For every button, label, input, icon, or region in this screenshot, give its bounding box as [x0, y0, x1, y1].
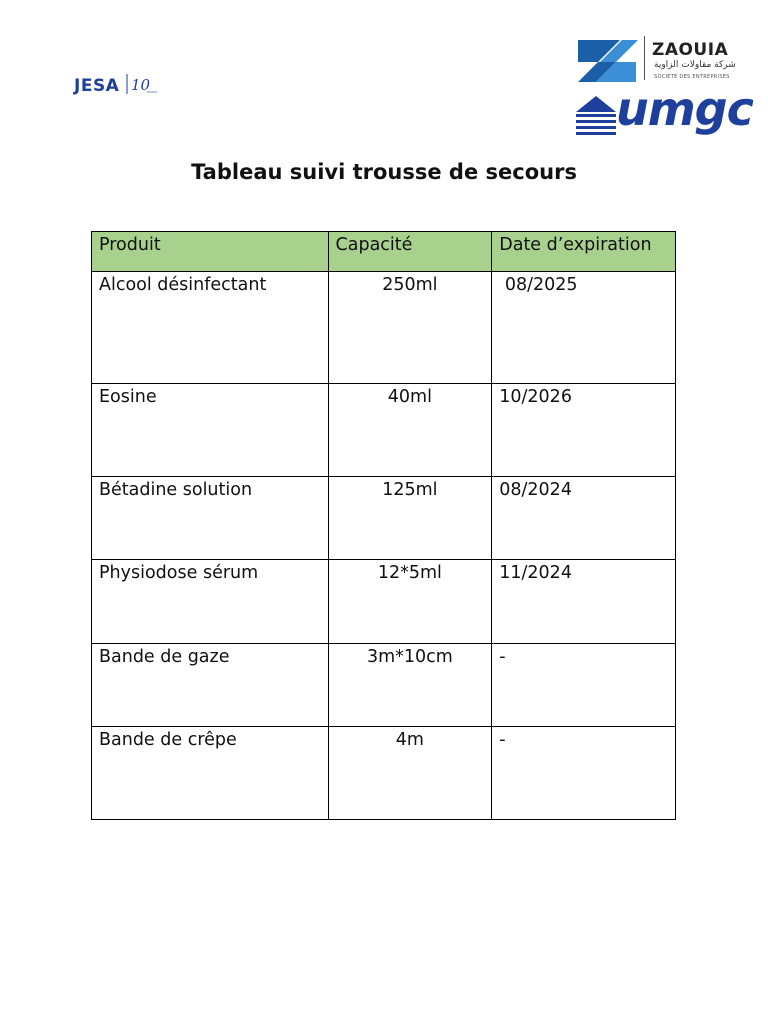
cell-capacite: 40ml [328, 384, 492, 477]
cell-produit: Bande de crêpe [92, 727, 329, 820]
header-date-expiration: Date d’expiration [492, 232, 676, 272]
cell-date: 10/2026 [492, 384, 676, 477]
zaouia-logo-subtitle: SOCIETE DES ENTREPRISES [654, 74, 730, 80]
zaouia-logo-wordmark: ZAOUIA [652, 40, 729, 60]
zaouia-logo-arabic: شركة مقاولات الزاوية [654, 60, 736, 70]
cell-produit: Eosine [92, 384, 329, 477]
zaouia-z-mark-icon [576, 38, 638, 82]
jesa-anniversary-emblem [125, 72, 159, 101]
jesa-anniversary-number: 10 [131, 75, 151, 94]
table-row [92, 477, 676, 560]
cell-produit: Bétadine solution [92, 477, 329, 560]
table-row [92, 384, 676, 477]
cell-capacite: 4m [328, 727, 492, 820]
cell-produit: Alcool désinfectant [92, 272, 329, 384]
cell-capacite: 250ml [328, 272, 492, 384]
document-title: Tableau suivi trousse de secours [191, 160, 577, 184]
first-aid-kit-table [91, 231, 676, 820]
table-row [92, 272, 676, 384]
cell-capacite: 12*5ml [328, 560, 492, 644]
cell-produit: Bande de gaze [92, 644, 329, 727]
jesa-logo-wordmark: JESA [74, 76, 120, 96]
table-header-row [92, 232, 676, 272]
cell-produit: Physiodose sérum [92, 560, 329, 644]
table-row [92, 644, 676, 727]
cell-capacite: 125ml [328, 477, 492, 560]
zaouia-logo-divider [644, 36, 645, 80]
cell-date: - [492, 727, 676, 820]
umgc-house-icon [574, 92, 618, 138]
umgc-logo [572, 82, 753, 142]
jesa-logo [74, 72, 159, 100]
cell-date: 11/2024 [492, 560, 676, 644]
cell-date: 08/2025 [492, 272, 676, 384]
table-row [92, 560, 676, 644]
cell-date: - [492, 644, 676, 727]
cell-date: 08/2024 [492, 477, 676, 560]
zaouia-logo [576, 34, 736, 86]
umgc-logo-wordmark: umgc [616, 82, 753, 136]
header-capacite: Capacité [328, 232, 492, 272]
table-row [92, 727, 676, 820]
header-produit: Produit [92, 232, 329, 272]
cell-capacite: 3m*10cm [328, 644, 492, 727]
